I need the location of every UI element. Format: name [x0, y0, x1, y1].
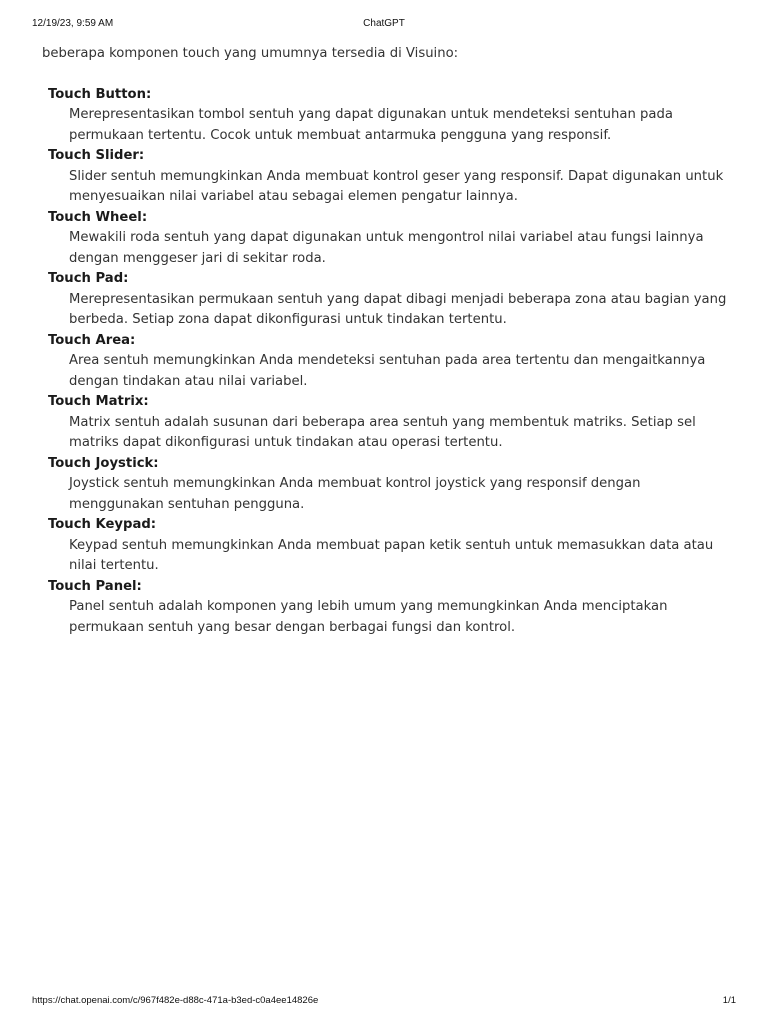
item-description: Matrix sentuh adalah susunan dari beberapa area sentuh yang membentuk matriks. Setiap sel matriks dapat dikonfigurasi untuk tindakan atau operasi tertentu.	[69, 414, 696, 450]
item-description: Area sentuh memungkinkan Anda mendeteksi sentuhan pada area tertentu dan mengaitkannya dengan tindakan atau nilai variabel.	[69, 353, 706, 389]
print-page-title: ChatGPT	[363, 18, 405, 29]
item-term: Touch Wheel:	[48, 209, 148, 225]
item-description: Mewakili roda sentuh yang dapat digunakan untuk mengontrol nilai variabel atau fungsi lainnya dengan menggeser jari di sekitar roda.	[69, 230, 704, 266]
list-item	[48, 269, 732, 331]
intro-text: beberapa komponen touch yang umumnya tersedia di Visuino:	[42, 46, 459, 61]
item-description: Merepresentasikan tombol sentuh yang dapat digunakan untuk mendeteksi sentuhan pada permukaan tertentu. Cocok untuk membuat antarmuka pengguna yang responsif.	[69, 107, 673, 143]
item-term: Touch Joystick:	[48, 455, 159, 471]
page-url: https://chat.openai.com/c/967f482e-d88c-471a-b3ed-c0a4ee14826e	[32, 995, 319, 1006]
item-term: Touch Area:	[48, 332, 136, 348]
list-item	[48, 208, 732, 270]
item-term: Touch Pad:	[48, 271, 129, 286]
page-number: 1/1	[722, 995, 736, 1006]
item-description: Merepresentasikan permukaan sentuh yang dapat dibagi menjadi beberapa zona atau bagian yang berbeda. Setiap zona dapat dikonfigurasi untuk tindakan tertentu.	[69, 291, 727, 327]
list-item	[48, 392, 732, 454]
document-content	[42, 44, 732, 638]
print-header	[32, 18, 736, 32]
item-term: Touch Panel:	[48, 578, 142, 594]
print-datetime: 12/19/23, 9:59 AM	[32, 18, 114, 29]
list-item	[48, 577, 732, 639]
print-footer	[32, 995, 736, 1009]
item-description: Joystick sentuh memungkinkan Anda membuat kontrol joystick yang responsif dengan menggunakan sentuhan pengguna.	[69, 476, 641, 512]
item-term: Touch Slider:	[48, 148, 145, 163]
list-item	[48, 146, 732, 208]
item-term: Touch Button:	[48, 86, 152, 102]
list-item	[48, 515, 732, 577]
list-item	[48, 331, 732, 393]
item-term: Touch Matrix:	[48, 394, 149, 409]
item-description: Panel sentuh adalah komponen yang lebih umum yang memungkinkan Anda menciptakan permukaan sentuh yang besar dengan berbagai fungsi dan kontrol.	[69, 599, 668, 635]
item-term: Touch Keypad:	[48, 517, 157, 532]
list-item	[48, 85, 732, 147]
component-list	[42, 85, 732, 639]
list-item	[48, 454, 732, 516]
item-description: Slider sentuh memungkinkan Anda membuat kontrol geser yang responsif. Dapat digunakan untuk menyesuaikan nilai variabel atau sebagai elemen pengatur lainnya.	[69, 168, 724, 204]
item-description: Keypad sentuh memungkinkan Anda membuat papan ketik sentuh untuk memasukkan data atau nilai tertentu.	[69, 537, 714, 573]
